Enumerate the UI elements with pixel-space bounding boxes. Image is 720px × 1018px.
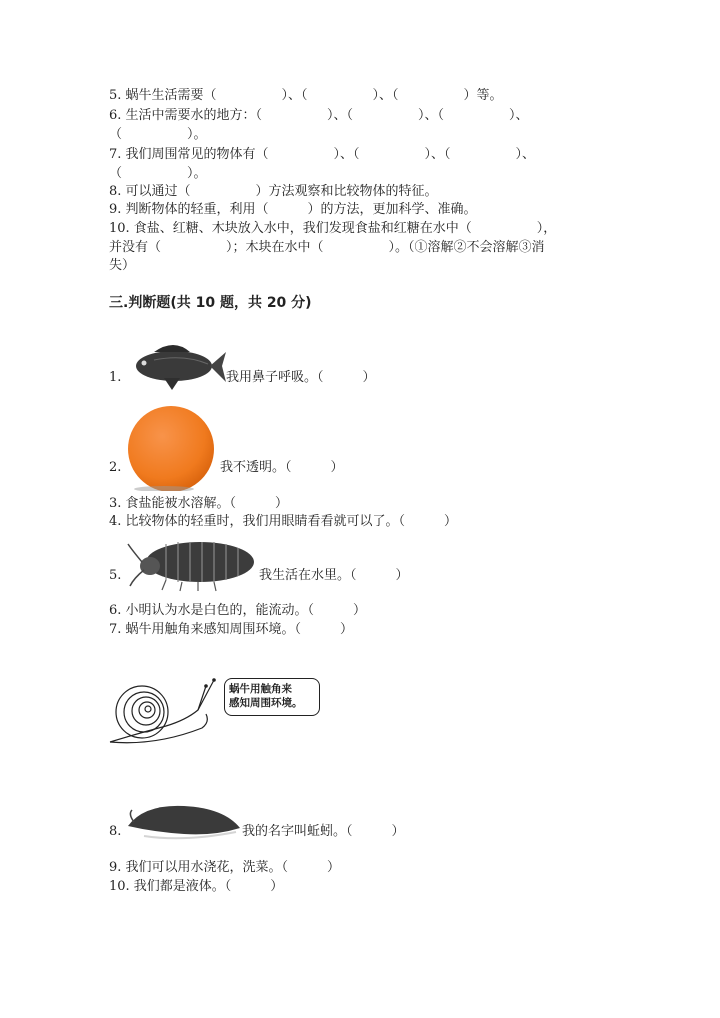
snail-speech-bubble <box>224 678 320 716</box>
tf-8-number: 8. <box>109 824 122 839</box>
question-7: 7. 我们周围常见的物体有（ ）、（ ）、（ ）、 <box>109 147 536 162</box>
tf-3: 3. 食盐能被水溶解。（ ） <box>109 496 289 511</box>
tf-2-number: 2. <box>109 460 122 475</box>
question-8: 8. 可以通过（ ）方法观察和比较物体的特征。 <box>109 184 438 199</box>
question-6-cont: （ ）。 <box>109 127 207 142</box>
tf-6: 6. 小明认为水是白色的，能流动。（ ） <box>109 603 367 618</box>
question-10-cont: 并没有（ ）；木块在水中（ ）。（①溶解②不会溶解③消 <box>109 240 545 255</box>
snail-icon <box>106 676 226 752</box>
slug-icon <box>124 796 244 842</box>
tf-5-text: 我生活在水里。（ ） <box>259 568 409 583</box>
question-9: 9. 判断物体的轻重，利用（ ）的方法，更加科学、准确。 <box>109 202 477 217</box>
fish-icon <box>124 334 228 394</box>
tf-9: 9. 我们可以用水浇花，洗菜。（ ） <box>109 860 341 875</box>
question-10-cont2: 失） <box>109 258 136 273</box>
question-5: 5. 蜗牛生活需要（ ）、（ ）、（ ）等。 <box>109 88 503 103</box>
question-6: 6. 生活中需要水的地方：（ ）、（ ）、（ ）、 <box>109 108 529 123</box>
tf-8-text: 我的名字叫蚯蚓。（ ） <box>242 824 405 839</box>
tf-4: 4. 比较物体的轻重时，我们用眼睛看看就可以了。（ ） <box>109 514 458 529</box>
bubble-line-1: 蜗牛用触角来 <box>229 683 292 695</box>
tf-7: 7. 蜗牛用触角来感知周围环境。（ ） <box>109 622 354 637</box>
tf-2-text: 我不透明。（ ） <box>220 460 344 475</box>
tf-1-text: 我用鼻子呼吸。（ ） <box>226 370 376 385</box>
tf-1-number: 1. <box>109 370 122 385</box>
woodlouse-icon <box>126 536 260 592</box>
question-7-cont: （ ）。 <box>109 166 207 181</box>
tf-10: 10. 我们都是液体。（ ） <box>109 879 284 894</box>
section-title: 三.判断题(共 10 题，共 20 分) <box>109 295 312 311</box>
question-10: 10. 食盐、红糖、木块放入水中，我们发现食盐和红糖在水中（ ）， <box>109 221 557 236</box>
bubble-line-2: 感知周围环境。 <box>229 697 303 709</box>
tf-5-number: 5. <box>109 568 122 583</box>
orange-ball-icon <box>124 405 218 491</box>
